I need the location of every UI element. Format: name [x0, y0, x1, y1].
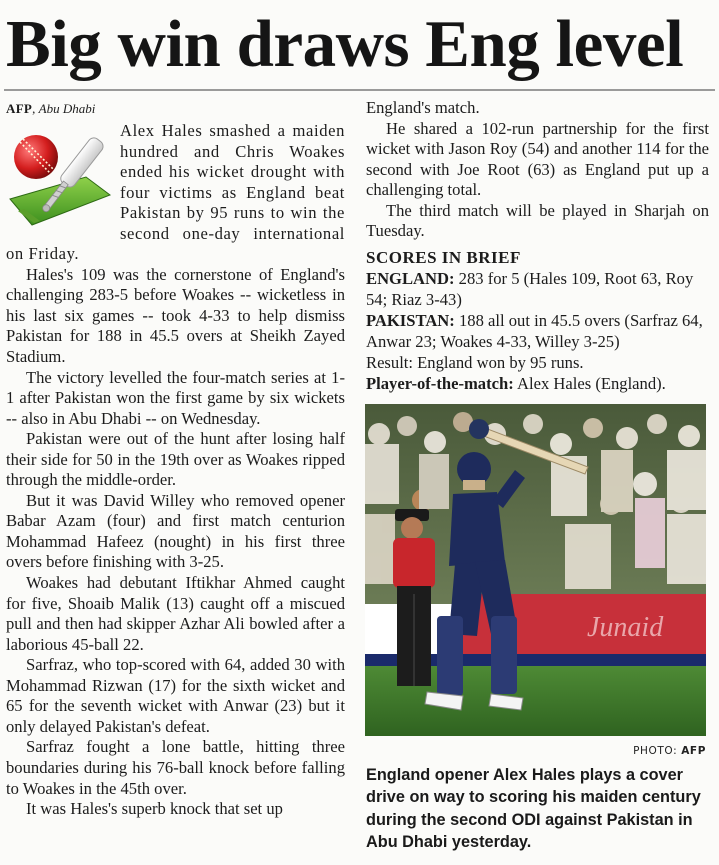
photo-caption: England opener Alex Hales plays a cover drive on way to scoring his maiden century during the second ODI against Pakistan in Abu Dhabi yesterday. [366, 766, 701, 851]
byline-agency: AFP [6, 101, 33, 116]
cricket-ball-bat-icon [6, 125, 112, 233]
photo-credit-label: PHOTO: [633, 745, 678, 757]
article-paragraph: The third match will be played in Sharjah on Tuesday. [366, 200, 709, 241]
article-paragraph: Alex Hales smashed a maiden hundred and Chris Woakes ended his wicket drought with four victims as England beat Pakistan by 95 runs to win the second one-day international on Friday. [6, 121, 345, 264]
article-paragraph: Sarfraz fought a lone battle, hitting three boundaries during his 76-ball knock before falling to Woakes in the 45th over. [6, 737, 345, 798]
article-paragraph: Hales's 109 was the cornerstone of England's challenging 283-5 before Woakes -- wicketless in his last six games -- took 4-33 to help dismiss Pakistan for 188 in 45.5 overs at Sheikh Zayed Stadium. [6, 264, 345, 367]
article-paragraph: Sarfraz, who top-scored with 64, added 30 with Mohammad Rizwan (17) for the sixth wicket and 65 for the seventh wicket with Anwar (23) but it only delayed Pakistan's defeat. [6, 655, 345, 736]
article-column-left [6, 98, 345, 865]
potm-label: Player-of-the-match: [366, 373, 514, 393]
match-photo [365, 404, 706, 736]
byline-location: Abu Dhabi [38, 101, 96, 116]
england-score [366, 268, 709, 310]
article-continuation: England's match. [366, 98, 480, 117]
scores-heading: SCORES IN BRIEF [366, 247, 521, 267]
byline: AFP, Abu Dhabi [6, 101, 96, 116]
article-paragraph: Pakistan were out of the hunt after losing half their side for 50 in the 19th over as Woakes ripped through the middle-order. [6, 429, 345, 490]
match-result: Result: England won by 95 runs. [366, 352, 584, 372]
article-paragraph: Woakes had debutant Iftikhar Ahmed caught for five, Shoaib Malik (13) caught off a miscued pull and then had skipper Azhar Ali bowled after a laborious 45-ball 22. [6, 573, 345, 654]
england-label: ENGLAND: [366, 268, 455, 288]
player-of-match [366, 373, 709, 394]
headline-rule [4, 89, 715, 91]
scores-in-brief [366, 247, 709, 394]
england-score-text: 283 for 5 (Hales 109, Root 63, Roy 54; Riaz 3-43) [366, 268, 694, 309]
article-column-right [366, 98, 709, 394]
article-paragraph: It was Hales's superb knock that set up [26, 799, 283, 819]
pakistan-label: PAKISTAN: [366, 310, 455, 330]
article-paragraph: He shared a 102-run partnership for the first wicket with Jason Roy (54) and another 114 for the second with Joe Root (63) as England put up a challenging total. [366, 118, 709, 200]
photo-credit [365, 745, 706, 757]
article-paragraph: But it was David Willey who removed opener Babar Azam (four) and first match centurion Mohammad Hafeez (nought) in his first three overs before finishing with 3-25. [6, 490, 345, 572]
headline: Big win draws Eng level [6, 7, 684, 81]
boundary-board-text: Junaid [587, 612, 664, 643]
pakistan-score [366, 310, 709, 352]
article-paragraph: The victory levelled the four-match series at 1-1 after Pakistan won the first game by six wickets -- also in Abu Dhabi -- on Wednesday. [6, 367, 345, 428]
photo-credit-agency: AFP [681, 745, 706, 757]
pakistan-score-text: 188 all out in 45.5 overs (Sarfraz 64, Anwar 23; Woakes 4-33, Willey 3-25) [366, 310, 703, 351]
potm-text: Alex Hales (England). [516, 373, 666, 393]
